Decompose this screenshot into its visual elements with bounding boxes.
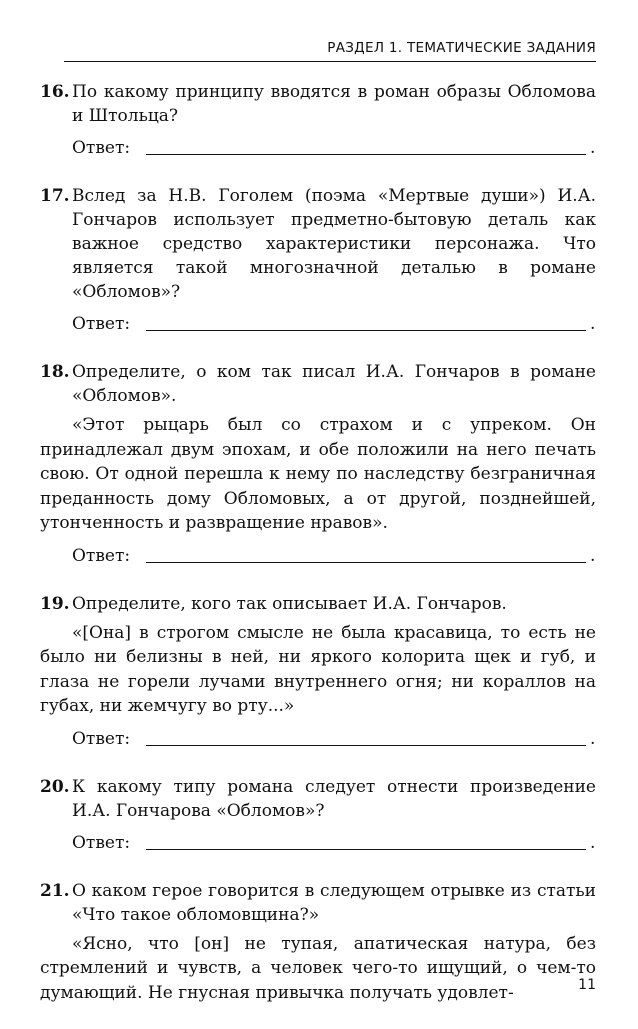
quote-text: «Этот рыцарь был со страхом и с упреком. Он принадлежал двум эпохам, и обе положили на него печать свою. От одной перешла к нему по наследству безграничная преданность дому Обломовых, а от другой, позднейшей, утонченность и развращение нравов».: [40, 415, 596, 533]
task-16: [40, 80, 596, 160]
answer-line[interactable]: [146, 561, 586, 563]
answer-row: [40, 831, 596, 855]
answer-label: Ответ:: [72, 728, 131, 749]
task-20: [40, 775, 596, 855]
task-number: 18.: [40, 362, 70, 382]
answer-line[interactable]: [146, 153, 586, 155]
task-question: [40, 775, 596, 823]
task-number: 16.: [40, 82, 70, 102]
answer-period: .: [590, 728, 596, 749]
answer-period: .: [590, 545, 596, 566]
answer-line[interactable]: [146, 329, 586, 331]
answer-label: Ответ:: [72, 832, 131, 853]
question-text: По какому принципу вводятся в роман образы Обломова и Штольца?: [72, 82, 596, 126]
answer-label: Ответ:: [72, 138, 131, 158]
answer-label: Ответ:: [72, 545, 131, 566]
task-list: [40, 80, 596, 1029]
task-number: 21.: [40, 880, 70, 901]
answer-period: .: [590, 832, 596, 853]
task-19: [40, 592, 596, 751]
answer-label: Ответ:: [72, 314, 131, 334]
question-text: О каком герое говорится в следующем отрывке из статьи «Что такое обломовщина?»: [72, 880, 596, 925]
task-question: [40, 80, 596, 128]
question-text: Определите, кого так описывает И.А. Гончаров.: [72, 593, 507, 614]
answer-period: .: [590, 138, 596, 158]
task-21: [40, 879, 596, 1006]
page-number: 11: [578, 977, 596, 993]
task-question: [40, 184, 596, 304]
quote-text: «[Она] в строгом смысле не была красавица, то есть не было ни белизны в ней, ни яркого колорита щек и губ, и глаза не горели лучами внутреннего огня; ни кораллов на губах, ни жемчугу во рту...»: [40, 622, 596, 716]
answer-row: [40, 544, 596, 568]
task-17: [40, 184, 596, 336]
task-number: 19.: [40, 593, 70, 614]
task-number: 20.: [40, 776, 70, 797]
quote-text: «Ясно, что [он] не тупая, апатическая натура, без стремлений и чувств, а человек чего-то ищущий, о чем-то думающий. Не гнусная привычка получать удовлет-: [40, 933, 596, 1003]
task-number: 17.: [40, 186, 70, 206]
question-text: Вслед за Н.В. Гоголем (поэма «Мертвые души») И.А. Гончаров использует предметно-бытовую деталь как важное средство характеристики персонажа. Что является такой многозначной деталью в романе «Обломов»?: [72, 186, 596, 302]
task-question: [40, 360, 596, 408]
task-18: [40, 360, 596, 568]
section-header: РАЗДЕЛ 1. ТЕМАТИЧЕСКИЕ ЗАДАНИЯ: [64, 40, 596, 62]
answer-row: [40, 312, 596, 336]
question-text: К какому типу романа следует отнести произведение И.А. Гончарова «Обломов»?: [72, 776, 596, 821]
answer-line[interactable]: [146, 744, 586, 746]
answer-row: [40, 136, 596, 160]
task-question: [40, 592, 596, 616]
task-question: [40, 879, 596, 927]
answer-period: .: [590, 314, 596, 334]
answer-line[interactable]: [146, 848, 586, 850]
answer-row: [40, 727, 596, 751]
question-text: Определите, о ком так писал И.А. Гончаров в романе «Обломов».: [72, 362, 596, 406]
